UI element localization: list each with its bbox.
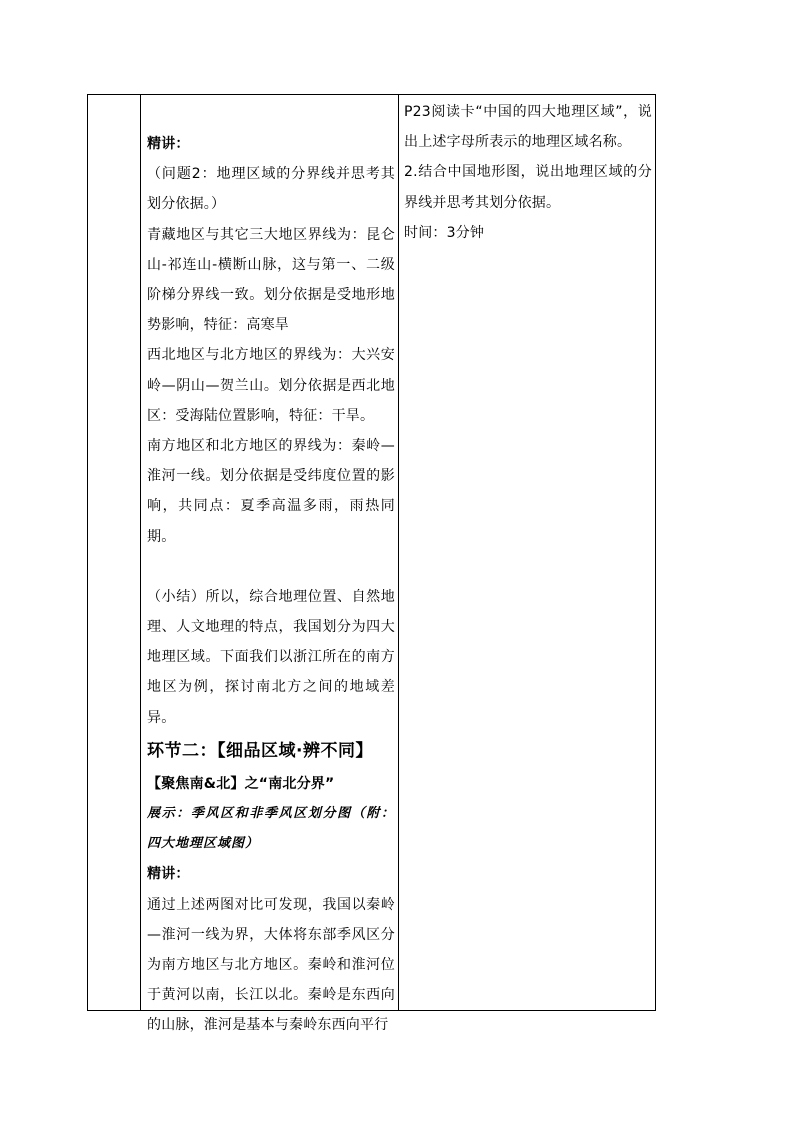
blank-line: [147, 552, 395, 582]
time-text: 时间：3分钟: [404, 224, 485, 241]
display-maps-text: 展示：季风区和非季风区划分图（附：四大地理区域图）: [147, 806, 395, 852]
qingzang-boundary-text: 青藏地区与其它三大地区界线为：昆仑山-祁连山-横断山脉，这与第一、二级阶梯分界线一致。划分依据是受地形地势影响，特征：高寒旱: [147, 226, 395, 334]
lesson-table: [87, 94, 656, 1034]
question-2-text: （问题2：地理区域的分界线并思考其划分依据。）: [147, 166, 395, 213]
south-north-subheading: 【聚焦南&北】之“南北分界”: [147, 775, 335, 792]
student-activity-cell: [399, 97, 656, 248]
terrain-map-task-text: 2.结合中国地形图，说出地理区域的分界线并思考其划分依据。: [404, 164, 652, 211]
south-north-boundary-text: 南方地区和北方地区的界线为：秦岭—淮河一线。划分依据是受纬度位置的影响，共同点：夏季高温多雨，雨热同期。: [147, 438, 395, 545]
teacher-activity-cell: [141, 129, 399, 1041]
northwest-boundary-text: 西北地区与北方地区的界线为：大兴安岭—阴山—贺兰山。划分依据是西北地区：受海陆位置影响，特征：干旱。: [147, 347, 395, 424]
section-2-heading: 环节二：【细品区域·辨不同】: [147, 740, 373, 761]
qinling-huaihe-text: 通过上述两图对比可发现，我国以秦岭—淮河一线为界，大体将东部季风区分为南方地区与北方地区。秦岭和淮河位于黄河以南，长江以北。秦岭是东西向的山脉，淮河是基本与秦岭东西向平行: [147, 896, 395, 1034]
jingjiang-label-2: 精讲：: [147, 866, 190, 883]
summary-text: （小结）所以，综合地理位置、自然地理、人文地理的特点，我国划分为四大地理区域。下面我们以浙江所在的南方地区为例，探讨南北方之间的地域差异。: [147, 588, 395, 726]
reading-card-text: P23阅读卡“中国的四大地理区域”，说出上述字母所表示的地理区域名称。: [404, 104, 652, 151]
jingjiang-label-1: 精讲：: [147, 136, 190, 152]
